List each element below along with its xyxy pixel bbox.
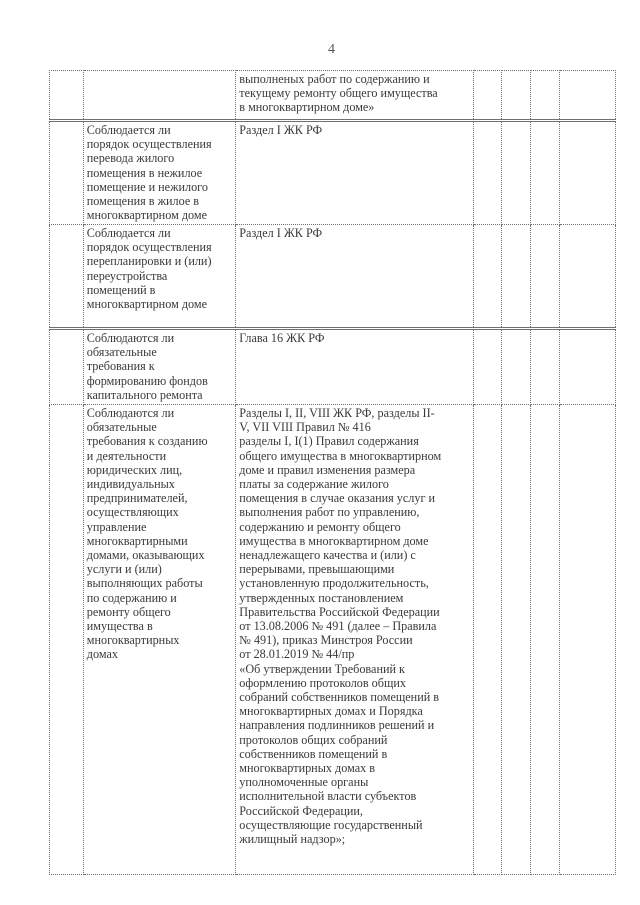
row-number-cell <box>50 71 84 121</box>
legal-reference-cell: Разделы I, II, VIII ЖК РФ, разделы II- V, VII VIII Правил № 416 разделы I, I(1) Правил содержания общего имущества в многоквартирном доме и правил изменения размера платы за содержание жилого помещения в случае оказания услуг и выполнения работ по управлению, содержанию и ремонту общего имущества в многоквартирном доме ненадлежащего качества и (или) с перерывами, превышающими установленную продолжительность, утвержденных постановлением Правительства Российской Федерации от 13.08.2006 № 491 (далее – Правила № 491), приказ Минстроя России от 28.01.2019 № 44/пр «Об утверждении Требований к оформлению протоколов общих собраний собственников помещений в многоквартирных домах и Порядка направления подлинников решений и протоколов общих собраний собственников помещений в многоквартирных домах в уполномоченные органы исполнительной власти субъектов Российской Федерации, осуществляющие государственный жилищный надзор»; <box>236 405 473 875</box>
row-number-cell <box>50 225 84 329</box>
remarks-cell <box>559 225 615 329</box>
page-number: 4 <box>328 42 335 57</box>
answer-cell <box>502 225 531 329</box>
question-cell: Соблюдается ли порядок осуществления перепланировки и (или) переустройства помещений в многоквартирном доме <box>83 225 236 329</box>
question-cell: Соблюдаются ли обязательные требования к формированию фондов капитального ремонта <box>83 329 236 405</box>
answer-cell <box>502 329 531 405</box>
row-number-cell <box>50 121 84 225</box>
legal-reference-cell: выполненых работ по содержанию и текущему ремонту общего имущества в многоквартирном доме» <box>236 71 473 121</box>
legal-reference-cell: Глава 16 ЖК РФ <box>236 329 473 405</box>
answer-cell <box>473 329 502 405</box>
question-cell: Соблюдается ли порядок осуществления перевода жилого помещения в нежилое помещение и нежилого помещения в жилое в многоквартирном доме <box>83 121 236 225</box>
answer-cell <box>531 121 560 225</box>
answer-cell <box>531 405 560 875</box>
table-row <box>50 121 616 225</box>
remarks-cell <box>559 329 615 405</box>
answer-cell <box>502 405 531 875</box>
answer-cell <box>531 71 560 121</box>
table-row <box>50 329 616 405</box>
answer-cell <box>531 329 560 405</box>
legal-reference-cell: Раздел I ЖК РФ <box>236 225 473 329</box>
answer-cell <box>502 121 531 225</box>
answer-cell <box>531 225 560 329</box>
question-cell: Соблюдаются ли обязательные требования к созданию и деятельности юридических лиц, индивидуальных предпринимателей, осуществляющих управление многоквартирными домами, оказывающих услуги и (или) выполняющих работы по содержанию и ремонту общего имущества в многоквартирных домах <box>83 405 236 875</box>
remarks-cell <box>559 405 615 875</box>
legal-reference-cell: Раздел I ЖК РФ <box>236 121 473 225</box>
answer-cell <box>502 71 531 121</box>
answer-cell <box>473 225 502 329</box>
question-cell <box>83 71 236 121</box>
row-number-cell <box>50 329 84 405</box>
checklist-table <box>49 70 616 875</box>
remarks-cell <box>559 121 615 225</box>
row-number-cell <box>50 405 84 875</box>
table-row <box>50 225 616 329</box>
table-row <box>50 71 616 121</box>
answer-cell <box>473 405 502 875</box>
answer-cell <box>473 71 502 121</box>
remarks-cell <box>559 71 615 121</box>
table-row <box>50 405 616 875</box>
answer-cell <box>473 121 502 225</box>
